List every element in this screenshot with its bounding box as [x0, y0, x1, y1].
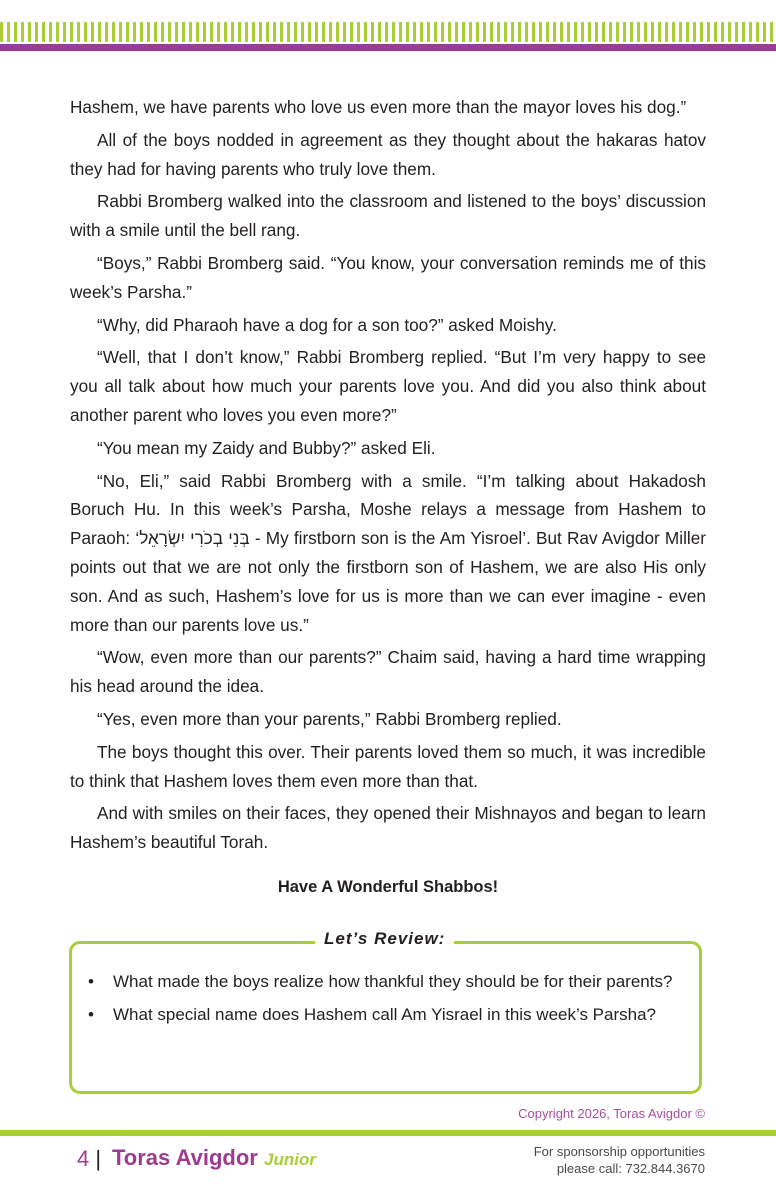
- story-paragraph: “Wow, even more than our parents?” Chaim said, having a hard time wrapping his head around the idea.: [70, 647, 706, 697]
- review-question: [88, 968, 693, 997]
- sponsorship-line: For sponsorship opportunities: [533, 1144, 705, 1159]
- story-paragraph: Hashem, we have parents who love us even more than the mayor loves his dog.”: [70, 97, 687, 117]
- review-question-list: [72, 968, 693, 1034]
- brand-name: Toras Avigdor: [112, 1145, 258, 1170]
- bullet-icon: •: [88, 972, 94, 991]
- brand-logo: [112, 1145, 316, 1171]
- review-question: [88, 1001, 693, 1030]
- sponsorship-info: [534, 1143, 705, 1177]
- story-paragraph: “Why, did Pharaoh have a dog for a son too?” asked Moishy.: [97, 314, 557, 335]
- review-box: [69, 941, 702, 1094]
- story-paragraph: The boys thought this over. Their parents loved them so much, it was incredible to think that Hashem loves them even more than that.: [70, 741, 706, 791]
- page-number-value: 4: [77, 1146, 90, 1171]
- page-separator: |: [95, 1146, 102, 1171]
- review-title: Let’s Review:: [315, 929, 454, 949]
- review-question-text: What made the boys realize how thankful they should be for their parents?: [113, 972, 673, 991]
- review-question-text: What special name does Hashem call Am Yisrael in this week’s Parsha?: [113, 1004, 656, 1024]
- footer-accent-bar: [0, 1130, 776, 1136]
- top-accent-bar: [0, 44, 776, 51]
- story-body: [70, 93, 706, 902]
- story-paragraph: “Boys,” Rabbi Bromberg said. “You know, your conversation reminds me of this week’s Parsha.”: [70, 252, 706, 302]
- sponsorship-phone: please call: 732.844.3670: [556, 1161, 705, 1176]
- story-paragraph: “Yes, even more than your parents,” Rabbi Bromberg replied.: [97, 708, 562, 729]
- brand-suffix: Junior: [264, 1150, 316, 1169]
- story-paragraph: And with smiles on their faces, they opened their Mishnayos and began to learn Hashem’s beautiful Torah.: [70, 803, 706, 853]
- story-paragraph: Rabbi Bromberg walked into the classroom and listened to the boys’ discussion with a smile until the bell rang.: [70, 191, 706, 241]
- page-number: [77, 1146, 101, 1172]
- copyright-notice: Copyright 2026, Toras Avigdor ©: [518, 1106, 705, 1121]
- story-paragraph: “No, Eli,” said Rabbi Bromberg with a smile. “I’m talking about Hakadosh Boruch Hu. In this week’s Parsha, Moshe relays a message from Hashem to Paraoh: ‘בְּנִי בְכֹרִי יִשְׂרָאֵל - My firstborn son is the Am Yisroel’. But Rav Avigdor Miller points out that we are not only the firstborn son of Hashem, we are also His only son. And as such, Hashem’s love for us is more than we can ever imagine - even more than our parents love us.”: [70, 470, 706, 635]
- top-decorative-stripe: [0, 22, 776, 42]
- bullet-icon: •: [88, 1004, 94, 1024]
- story-paragraph: “Well, that I don’t know,” Rabbi Bromberg replied. “But I’m very happy to see you all talk about how much your parents love you. And did you also think about another parent who loves you even more?”: [70, 347, 706, 425]
- story-paragraph: “You mean my Zaidy and Bubby?” asked Eli.: [97, 437, 436, 458]
- story-paragraph: All of the boys nodded in agreement as they thought about the hakaras hatov they had for having parents who truly love them.: [70, 129, 706, 179]
- closing-line: Have A Wonderful Shabbos!: [277, 877, 499, 896]
